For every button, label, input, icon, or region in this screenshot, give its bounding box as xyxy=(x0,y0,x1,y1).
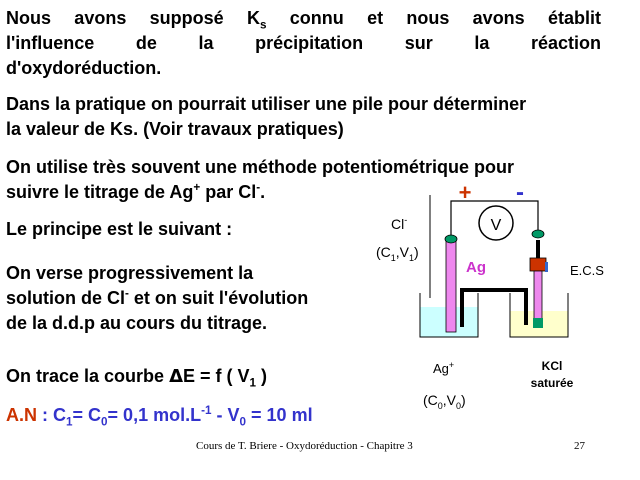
c0-v0-label: $(C_0,V_0)$ xyxy=(423,392,466,411)
ecs-label: E.C.S xyxy=(570,263,604,278)
plus-terminal-label: + xyxy=(458,180,472,205)
pile-line-1: Dans la pratique on pourrait utiliser une pile pour déterminer xyxy=(6,94,527,114)
pile-line-2: la valeur de Ks. (Voir travaux pratiques) xyxy=(6,119,344,139)
ecs-cap xyxy=(530,258,546,271)
kcl-label: KCl xyxy=(541,359,563,373)
footer-page-number: 27 xyxy=(574,440,585,452)
footer-course-title: Cours de T. Briere - Oxydoréduction - Chapitre 3 xyxy=(196,440,413,452)
minus-terminal-label: - xyxy=(516,179,524,206)
method-line-1: On utilise très souvent une méthode potentiométrique pour xyxy=(6,157,515,177)
curve-statement: On trace la courbe ΔE = f ( $V_1$ ) xyxy=(6,366,268,390)
procedure-line-3: de la d.d.p au cours du titrage. xyxy=(6,313,268,333)
an-label: A.N xyxy=(6,405,37,425)
ecs-side-tube xyxy=(545,262,548,272)
silver-ion-label: Ag+ xyxy=(433,360,455,376)
procedure-line-1: On verse progressivement la xyxy=(6,263,254,283)
saturated-label: saturée xyxy=(530,376,574,390)
delta-symbol: Δ xyxy=(169,366,183,387)
intro-line-1: Nous avons supposé $K_s$ connu et nous avons établit xyxy=(6,8,601,32)
silver-electrode-connector xyxy=(445,235,457,243)
silver-electrode xyxy=(446,240,456,332)
ecs-wire xyxy=(536,240,540,258)
silver-electrode-label: Ag xyxy=(466,259,486,276)
chloride-label: Cl- xyxy=(391,215,408,232)
voltmeter-label: V xyxy=(490,217,502,234)
intro-line-2: l'influence de la précipitation sur la réaction xyxy=(6,33,601,53)
method-line-2: suivre le titrage de Ag+ par Cl-. xyxy=(6,181,266,202)
ecs-connector xyxy=(532,230,544,238)
principle-heading: Le principe est le suivant : xyxy=(6,219,233,239)
voltmeter xyxy=(479,206,513,240)
intro-line-3: d'oxydoréduction. xyxy=(6,58,162,78)
c1-v1-label: $(C_1,V_1)$ xyxy=(376,244,419,263)
ecs-junction xyxy=(533,318,543,328)
numerical-application: A.N : $C_1= C_0= 0,1$ $mol.L^{-1} - V_0 = 10$ ml xyxy=(6,404,313,429)
procedure-line-2: solution de Cl- et on suit l'évolution xyxy=(6,287,309,308)
